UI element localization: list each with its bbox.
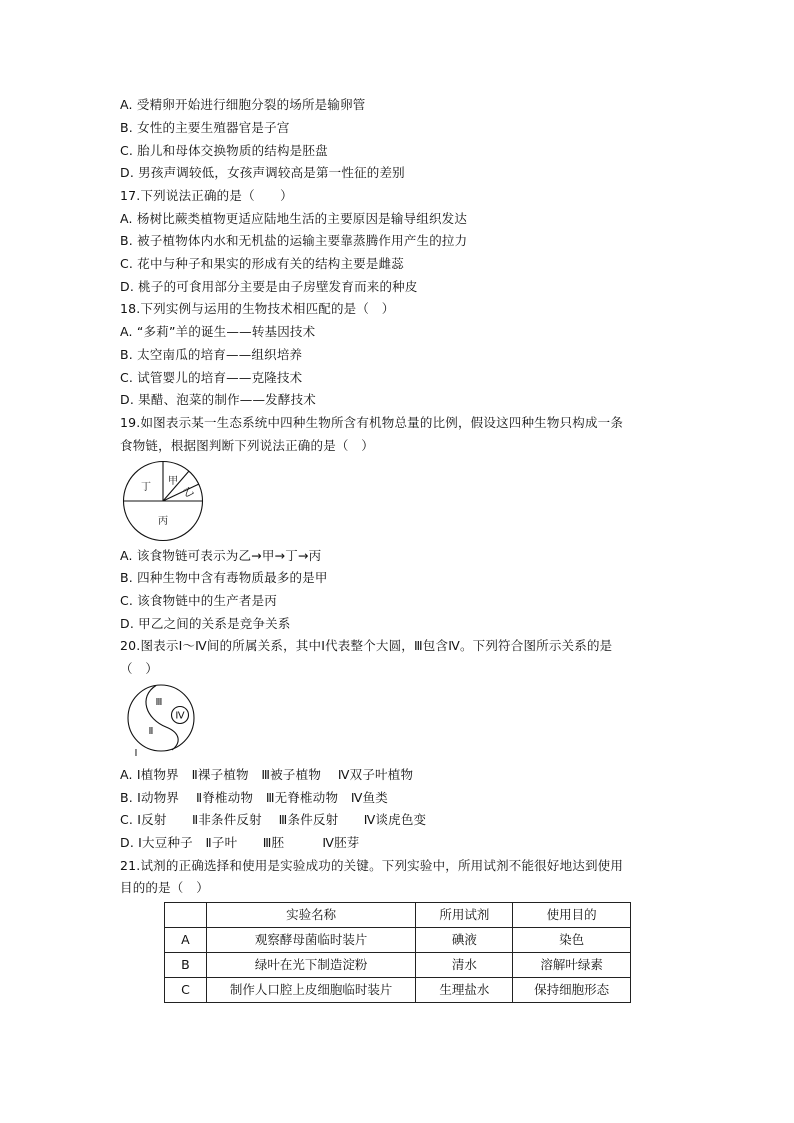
q19-option-c: C. 该食物链中的生产者是丙 bbox=[120, 593, 277, 608]
table-row bbox=[165, 928, 631, 953]
pie-label-jia: 甲 bbox=[168, 476, 178, 487]
q17-option-d: D. 桃子的可食用部分主要是由子房壁发育而来的种皮 bbox=[120, 279, 418, 294]
q18-stem: 18.下列实例与运用的生物技术相匹配的是（ ） bbox=[120, 301, 395, 316]
q16-option-d: D. 男孩声调较低，女孩声调较高是第一性征的差别 bbox=[120, 165, 405, 180]
table-cell: 碘液 bbox=[416, 928, 513, 953]
q21-stem-line2: 目的的是（ ） bbox=[120, 880, 209, 895]
q18-option-a: A. “多莉”羊的诞生——转基因技术 bbox=[120, 324, 316, 339]
table-header-cell bbox=[165, 903, 207, 928]
q19-option-b: B. 四种生物中含有毒物质最多的是甲 bbox=[120, 570, 328, 585]
q18-option-c: C. 试管婴儿的培育——克隆技术 bbox=[120, 370, 303, 385]
q16-option-b: B. 女性的主要生殖器官是子宫 bbox=[120, 120, 290, 135]
q20-stem-line1: 20.图表示Ⅰ～Ⅳ间的所属关系，其中Ⅰ代表整个大圆，Ⅲ包含Ⅳ。下列符合图所示关系的是 bbox=[120, 638, 613, 653]
q20-option-c: C. Ⅰ反射 Ⅱ非条件反射 Ⅲ条件反射 Ⅳ谈虎色变 bbox=[120, 812, 427, 827]
table-row bbox=[165, 953, 631, 978]
table-cell: 溶解叶绿素 bbox=[513, 953, 631, 978]
venn-label-2: Ⅱ bbox=[148, 726, 154, 737]
table-header-row bbox=[165, 903, 631, 928]
experiment-table bbox=[164, 902, 631, 1003]
q20-option-b: B. Ⅰ动物界 Ⅱ脊椎动物 Ⅲ无脊椎动物 Ⅳ鱼类 bbox=[120, 790, 388, 805]
q18-option-d: D. 果醋、泡菜的制作——发酵技术 bbox=[120, 392, 316, 407]
table-cell: 清水 bbox=[416, 953, 513, 978]
pie-figure bbox=[120, 460, 208, 542]
table-cell: C bbox=[165, 978, 207, 1003]
table-cell: 生理盐水 bbox=[416, 978, 513, 1003]
q20-option-a: A. Ⅰ植物界 Ⅱ裸子植物 Ⅲ被子植物 Ⅳ双子叶植物 bbox=[120, 767, 414, 782]
table-cell: 染色 bbox=[513, 928, 631, 953]
q19-option-d: D. 甲乙之间的关系是竞争关系 bbox=[120, 616, 291, 631]
q19-stem-line2: 食物链，根据图判断下列说法正确的是（ ） bbox=[120, 438, 375, 453]
table-cell: 观察酵母菌临时装片 bbox=[206, 928, 416, 953]
q21-stem-line1: 21.试剂的正确选择和使用是实验成功的关键。下列实验中，所用试剂不能很好地达到使用 bbox=[120, 858, 624, 873]
venn-label-4: Ⅳ bbox=[175, 710, 185, 722]
table-cell: 保持细胞形态 bbox=[513, 978, 631, 1003]
q17-option-b: B. 被子植物体内水和无机盐的运输主要靠蒸腾作用产生的拉力 bbox=[120, 233, 468, 248]
venn-label-1: Ⅰ bbox=[134, 748, 138, 759]
q18-option-b: B. 太空南瓜的培育——组织培养 bbox=[120, 347, 303, 362]
table-header-cell: 所用试剂 bbox=[416, 903, 513, 928]
table-cell: 绿叶在光下制造淀粉 bbox=[206, 953, 416, 978]
q19-stem-line1: 19.如图表示某一生态系统中四种生物所含有机物总量的比例，假设这四种生物只构成一条 bbox=[120, 415, 624, 430]
q16-option-c: C. 胎儿和母体交换物质的结构是胚盘 bbox=[120, 143, 328, 158]
table-header-cell: 使用目的 bbox=[513, 903, 631, 928]
q19-option-a: A. 该食物链可表示为乙→甲→丁→丙 bbox=[120, 548, 322, 563]
q17-option-c: C. 花中与种子和果实的形成有关的结构主要是雌蕊 bbox=[120, 256, 404, 271]
pie-label-bing: 丙 bbox=[158, 516, 168, 527]
table-row bbox=[165, 978, 631, 1003]
pie-label-ding: 丁 bbox=[141, 482, 151, 493]
table-cell: 制作人口腔上皮细胞临时装片 bbox=[206, 978, 416, 1003]
venn-figure bbox=[126, 683, 198, 761]
venn-label-3: Ⅲ bbox=[155, 697, 163, 708]
q20-option-d: D. Ⅰ大豆种子 Ⅱ子叶 Ⅲ胚 Ⅳ胚芽 bbox=[120, 835, 360, 850]
q17-stem: 17.下列说法正确的是（ ） bbox=[120, 188, 293, 203]
q16-option-a: A. 受精卵开始进行细胞分裂的场所是输卵管 bbox=[120, 97, 366, 112]
q20-stem-line2: （ ） bbox=[120, 661, 159, 676]
pie-label-yi: 乙 bbox=[181, 485, 196, 500]
table-header-cell: 实验名称 bbox=[206, 903, 416, 928]
q17-option-a: A. 杨树比蕨类植物更适应陆地生活的主要原因是输导组织发达 bbox=[120, 211, 468, 226]
table-cell: A bbox=[165, 928, 207, 953]
table-cell: B bbox=[165, 953, 207, 978]
